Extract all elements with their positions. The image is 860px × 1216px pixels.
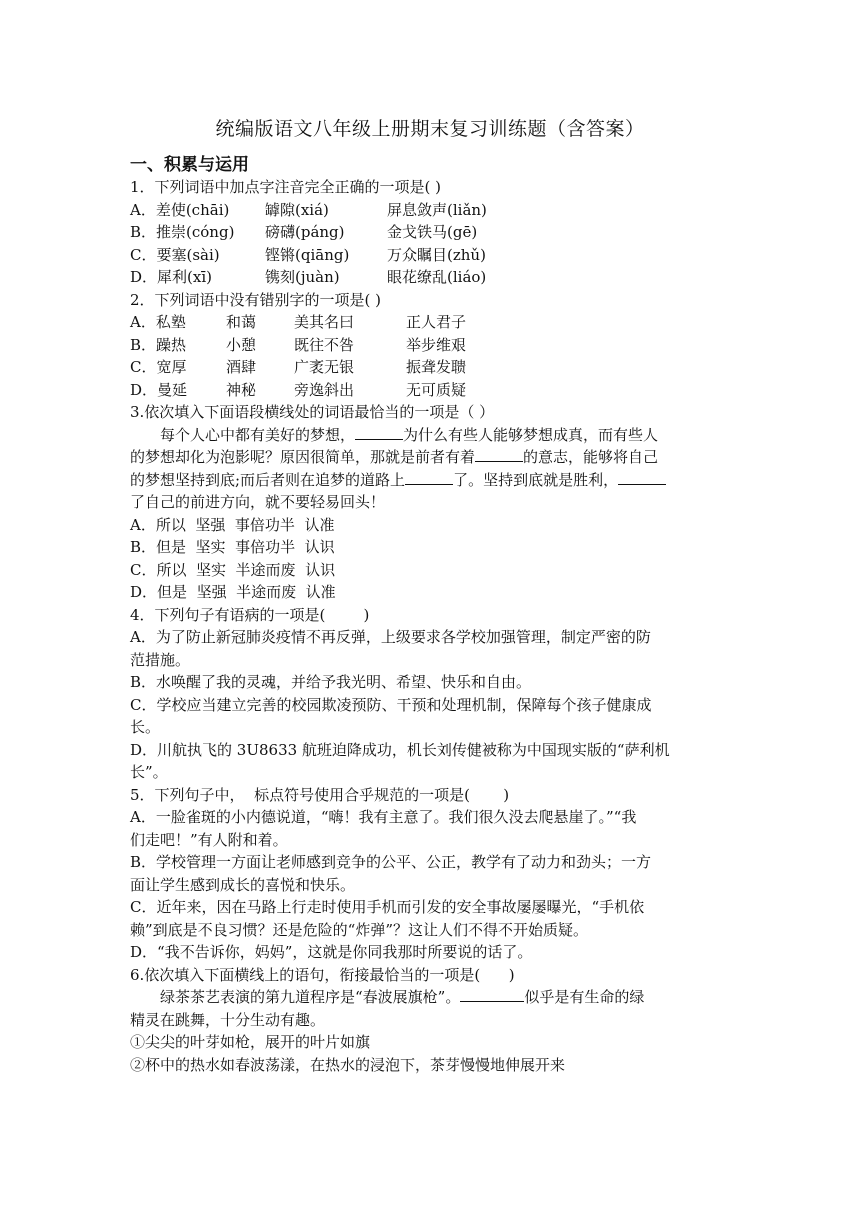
question-4-option-d-line-1: D．川航执飞的 3U8633 航班迫降成功，机长刘传健被称为中国现实版的“萨利机 bbox=[130, 740, 670, 759]
question-4-stem: 4．下列句子有语病的一项是( ) bbox=[130, 605, 370, 624]
question-3-option-d: D．但是 坚强 半途而废 认准 bbox=[130, 583, 336, 601]
question-4-option-d-line-2: 长”。 bbox=[130, 763, 168, 781]
question-3-passage-line-3: 的梦想坚持到底;而后者则在追梦的道路上 了。坚持到底就是胜利， bbox=[130, 469, 732, 492]
fill-blank bbox=[405, 470, 453, 485]
question-4-option-c-line-2: 长。 bbox=[130, 718, 161, 736]
question-6-sentence-2: ②杯中的热水如春波荡漾，在热水的浸泡下，茶芽慢慢地伸展开来 bbox=[130, 1055, 566, 1074]
section-heading: 一、积累与运用 bbox=[130, 155, 249, 175]
question-2-stem: 2．下列词语中没有错别字的一项是( ) bbox=[130, 290, 382, 309]
question-6-passage-line-2: 精灵在跳舞，十分生动有趣。 bbox=[130, 1010, 326, 1029]
question-5-option-d: D．“我不告诉你，妈妈”，这就是你同我那时所要说的话了。 bbox=[130, 943, 533, 961]
question-1-option-c: C．要塞(sài) 铿锵(qiāng) 万众瞩目(zhǔ) bbox=[130, 245, 486, 264]
question-4-option-a-line-1: A．为了防止新冠肺炎疫情不再反弹，上级要求各学校加强管理，制定严密的防 bbox=[130, 628, 651, 646]
fill-blank bbox=[618, 470, 666, 485]
question-3-passage-line-2: 的梦想却化为泡影呢？原因很简单，那就是前者有着 的意志，能够将自己 bbox=[130, 448, 659, 466]
question-2-option-d: D．曼延 神秘 旁逸斜出 无可质疑 bbox=[130, 380, 467, 399]
question-3-option-c: C．所以 坚实 半途而废 认识 bbox=[130, 560, 336, 579]
question-3-stem: 3.依次填入下面语段横线处的词语最恰当的一项是（ ） bbox=[130, 403, 495, 421]
page-title: 统编版语文八年级上册期末复习训练题（含答案） bbox=[215, 118, 645, 140]
fill-blank bbox=[475, 447, 523, 462]
question-3-passage-line-1: 每个人心中都有美好的梦想， 为什么有些人能够梦想成真，而有些人 bbox=[160, 425, 659, 444]
question-5-option-b-line-2: 面让学生感到成长的喜悦和快乐。 bbox=[130, 875, 356, 894]
question-5-option-b-line-1: B．学校管理一方面让老师感到竞争的公平、公正，教学有了动力和劲头；一方 bbox=[130, 853, 652, 871]
question-4-option-a-line-2: 范措施。 bbox=[130, 650, 191, 669]
question-3-passage-line-4: 了自己的前进方向，就不要轻易回头！ bbox=[130, 493, 386, 511]
question-5-option-a-line-2: 们走吧！”有人附和着。 bbox=[130, 830, 288, 849]
question-1-stem: 1．下列词语中加点字注音完全正确的一项是( ) bbox=[130, 178, 442, 196]
question-content bbox=[130, 176, 732, 1076]
question-1-option-b: B．推崇(cóng) 磅礴(páng) 金戈铁马(gē) bbox=[130, 223, 478, 241]
question-2-option-b: B．躁热 小憩 既往不咎 举步维艰 bbox=[130, 335, 467, 354]
question-4-option-b: B．水唤醒了我的灵魂，并给予我光明、希望、快乐和自由。 bbox=[130, 673, 532, 691]
question-5-option-a-line-1: A．一脸雀斑的小内德说道，“嗨！我有主意了。我们很久没去爬悬崖了。”“我 bbox=[130, 808, 637, 826]
question-3-option-a: A．所以 坚强 事倍功半 认准 bbox=[130, 515, 335, 534]
question-5-option-c-line-2: 赖”到底是不良习惯？还是危险的“炸弹”？这让人们不得不开始质疑。 bbox=[130, 920, 589, 939]
question-6-passage-line-1: 绿茶茶艺表演的第九道程序是“春波展旗枪”。 似乎是有生命的绿 bbox=[160, 988, 645, 1006]
question-6-sentence-1: ①尖尖的叶芽如枪，展开的叶片如旗 bbox=[130, 1033, 371, 1051]
fill-blank bbox=[460, 987, 524, 1002]
question-1-option-a: A．差使(chāi) 罅隙(xiá) 屏息敛声(liǎn) bbox=[130, 200, 487, 219]
question-2-option-c: C．宽厚 酒肆 广袤无银 振聋发聩 bbox=[130, 358, 467, 376]
question-6-stem: 6.依次填入下面横线上的语句，衔接最恰当的一项是( ) bbox=[130, 965, 515, 984]
question-3-option-b: B．但是 坚实 事倍功半 认识 bbox=[130, 538, 335, 556]
question-5-option-c-line-1: C．近年来，因在马路上行走时使用手机而引发的安全事故屡屡曝光，“手机依 bbox=[130, 898, 645, 916]
question-2-option-a: A．私塾 和蔼 美其名曰 正人君子 bbox=[130, 313, 467, 331]
question-4-option-c-line-1: C．学校应当建立完善的校园欺凌预防、干预和处理机制，保障每个孩子健康成 bbox=[130, 695, 652, 714]
question-5-stem: 5．下列句子中， 标点符号使用合乎规范的一项是( ) bbox=[130, 785, 510, 804]
question-1-option-d: D．犀利(xī) 镌刻(juàn) 眼花缭乱(liáo) bbox=[130, 268, 487, 286]
fill-blank bbox=[355, 425, 403, 440]
